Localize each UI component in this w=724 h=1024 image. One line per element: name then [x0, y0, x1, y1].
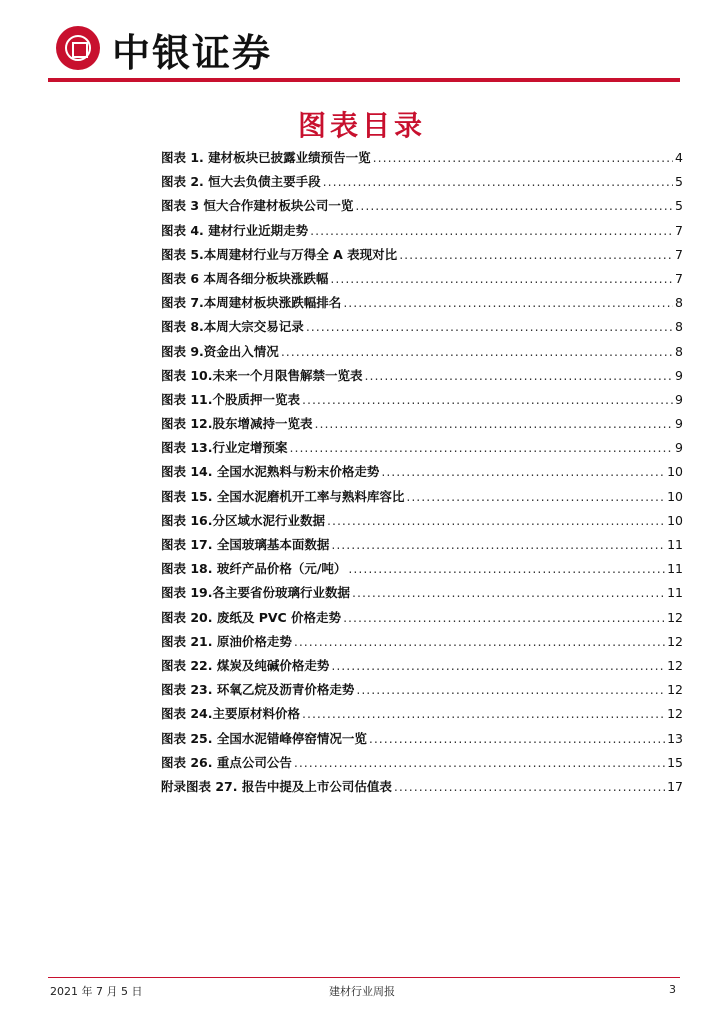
toc-entry-label[interactable]: 图表 4. 建材行业近期走势 [161, 222, 309, 238]
toc-entry[interactable] [161, 438, 683, 462]
toc-entry-page: 13 [667, 730, 683, 746]
toc-entry-label[interactable]: 图表 14. 全国水泥熟料与粉末价格走势 [161, 464, 380, 480]
toc-entry-page: 12 [667, 706, 683, 722]
toc-entry-label[interactable]: 图表 10.未来一个月限售解禁一览表 [161, 367, 363, 383]
toc-entry-page: 5 [675, 174, 683, 190]
toc-entry[interactable] [161, 777, 683, 801]
page-header [48, 18, 680, 78]
toc-dot-leader [406, 489, 665, 504]
toc-dot-leader [302, 706, 665, 721]
toc-entry[interactable] [161, 704, 683, 728]
boc-logo-icon [56, 26, 100, 70]
toc-dot-leader [356, 682, 665, 697]
toc-entry-page: 10 [667, 464, 683, 480]
toc-entry-label[interactable]: 图表 19.各主要省份玻璃行业数据 [161, 585, 350, 601]
toc-dot-leader [365, 368, 674, 383]
toc-dot-leader [294, 755, 665, 770]
toc-entry[interactable] [161, 293, 683, 317]
toc-entry[interactable] [161, 559, 683, 583]
toc-dot-leader [290, 440, 674, 455]
toc-entry-label[interactable]: 图表 26. 重点公司公告 [161, 754, 292, 770]
toc-entry-page: 10 [667, 512, 683, 528]
toc-entry-page: 12 [667, 609, 683, 625]
toc-dot-leader [373, 150, 673, 165]
toc-dot-leader [343, 295, 673, 310]
toc-dot-leader [399, 247, 673, 262]
toc-entry-page: 11 [667, 561, 683, 577]
toc-entry-page: 9 [675, 416, 683, 432]
toc-entry-page: 5 [675, 198, 683, 214]
toc-entry-page: 9 [675, 391, 683, 407]
toc-entry-label[interactable]: 附录图表 27. 报告中提及上市公司估值表 [161, 778, 392, 794]
footer-divider [48, 977, 680, 978]
toc-dot-leader [294, 634, 665, 649]
toc-entry[interactable] [161, 172, 683, 196]
toc-dot-leader [369, 731, 665, 746]
toc-entry-label[interactable]: 图表 18. 玻纤产品价格（元/吨） [161, 561, 347, 577]
toc-entry-page: 10 [667, 488, 683, 504]
toc-dot-leader [310, 223, 673, 238]
toc-entry-label[interactable]: 图表 25. 全国水泥错峰停窑情况一览 [161, 730, 367, 746]
toc-entry[interactable] [161, 583, 683, 607]
toc-entry[interactable] [161, 511, 683, 535]
toc-entry-page: 11 [667, 585, 683, 601]
toc-entry-label[interactable]: 图表 11.个股质押一览表 [161, 391, 300, 407]
toc-entry[interactable] [161, 535, 683, 559]
footer-page-number: 3 [669, 983, 676, 996]
toc-dot-leader [343, 610, 665, 625]
toc-entry-page: 7 [675, 270, 683, 286]
toc-entry[interactable] [161, 487, 683, 511]
footer-report-name: 建材行业周报 [329, 985, 395, 998]
toc-entry-page: 17 [667, 778, 683, 794]
toc-entry-page: 7 [675, 222, 683, 238]
toc-dot-leader [330, 271, 673, 286]
header-divider [48, 78, 680, 82]
toc-entry[interactable] [161, 342, 683, 366]
toc-entry-label[interactable]: 图表 20. 废纸及 PVC 价格走势 [161, 609, 342, 625]
toc-entry-label[interactable]: 图表 1. 建材板块已披露业绩预告一览 [161, 150, 371, 165]
toc-entry[interactable] [161, 414, 683, 438]
toc-entry-label[interactable]: 图表 13.行业定增预案 [161, 440, 288, 456]
toc-entry-label[interactable]: 图表 17. 全国玻璃基本面数据 [161, 537, 330, 552]
toc-dot-leader [331, 658, 665, 673]
toc-entry-label[interactable]: 图表 2. 恒大去负债主要手段 [161, 174, 321, 190]
toc-entry-label[interactable]: 图表 21. 原油价格走势 [161, 633, 292, 649]
toc-entry-page: 8 [675, 343, 683, 359]
toc-entry[interactable] [161, 632, 683, 656]
toc-entry-page: 8 [675, 295, 683, 311]
toc-entry-page: 8 [675, 319, 683, 335]
toc-entry[interactable] [161, 269, 683, 293]
toc-dot-leader [331, 537, 665, 552]
toc-entry[interactable] [161, 245, 683, 269]
toc-entry[interactable] [161, 196, 683, 220]
toc-entry-label[interactable]: 图表 3 恒大合作建材板块公司一览 [161, 198, 354, 214]
toc-dot-leader [394, 779, 665, 794]
toc-entry-label[interactable]: 图表 9.资金出入情况 [161, 343, 279, 359]
brand-name: 中银证券 [112, 30, 273, 75]
toc-dot-leader [381, 464, 665, 479]
toc-entry-label[interactable]: 图表 7.本周建材板块涨跌幅排名 [161, 295, 342, 311]
toc-entry-label[interactable]: 图表 23. 环氧乙烷及沥青价格走势 [161, 682, 355, 698]
toc-entry-label[interactable]: 图表 22. 煤炭及纯碱价格走势 [161, 657, 330, 673]
toc-entry-page: 11 [667, 537, 683, 552]
toc-entry[interactable] [161, 729, 683, 753]
toc-entry[interactable] [161, 462, 683, 486]
toc-entry-page: 12 [667, 633, 683, 649]
toc-entry-page: 9 [675, 440, 683, 456]
toc-entry[interactable] [161, 656, 683, 680]
toc-entry[interactable] [161, 680, 683, 704]
toc-entry-label[interactable]: 图表 8.本周大宗交易记录 [161, 319, 304, 335]
toc-dot-leader [281, 344, 673, 359]
toc-entry-label[interactable]: 图表 16.分区域水泥行业数据 [161, 512, 325, 528]
toc-dot-leader [348, 561, 665, 576]
toc-dot-leader [352, 585, 665, 600]
toc-entry[interactable] [161, 753, 683, 777]
toc-dot-leader [302, 392, 673, 407]
toc-list [161, 148, 683, 801]
toc-dot-leader [327, 513, 665, 528]
toc-entry-label[interactable]: 图表 12.股东增减持一览表 [161, 416, 313, 432]
toc-entry-page: 12 [667, 682, 683, 698]
toc-dot-leader [355, 198, 673, 213]
page-title: 图表目录 [297, 109, 426, 142]
toc-entry[interactable] [161, 317, 683, 341]
toc-entry-label[interactable]: 图表 15. 全国水泥磨机开工率与熟料库容比 [161, 488, 405, 504]
toc-entry-page: 7 [675, 246, 683, 262]
toc-entry[interactable] [161, 390, 683, 414]
toc-entry-page: 9 [675, 367, 683, 383]
toc-entry-page: 12 [667, 657, 683, 673]
toc-entry-page: 15 [667, 754, 683, 770]
toc-dot-leader [323, 174, 673, 189]
toc-dot-leader [315, 416, 674, 431]
toc-entry-label[interactable]: 图表 6 本周各细分板块涨跌幅 [161, 270, 329, 286]
toc-entry-label[interactable]: 图表 5.本周建材行业与万得全 A 表现对比 [161, 246, 398, 262]
toc-entry-label[interactable]: 图表 24.主要原材料价格 [161, 706, 300, 722]
toc-entry-page: 4 [675, 150, 683, 165]
toc-entry[interactable] [161, 221, 683, 245]
toc-entry[interactable] [161, 608, 683, 632]
footer-date: 2021 年 7 月 5 日 [50, 985, 143, 998]
toc-entry[interactable] [161, 366, 683, 390]
toc-entry[interactable] [161, 148, 683, 172]
toc-dot-leader [306, 319, 673, 334]
